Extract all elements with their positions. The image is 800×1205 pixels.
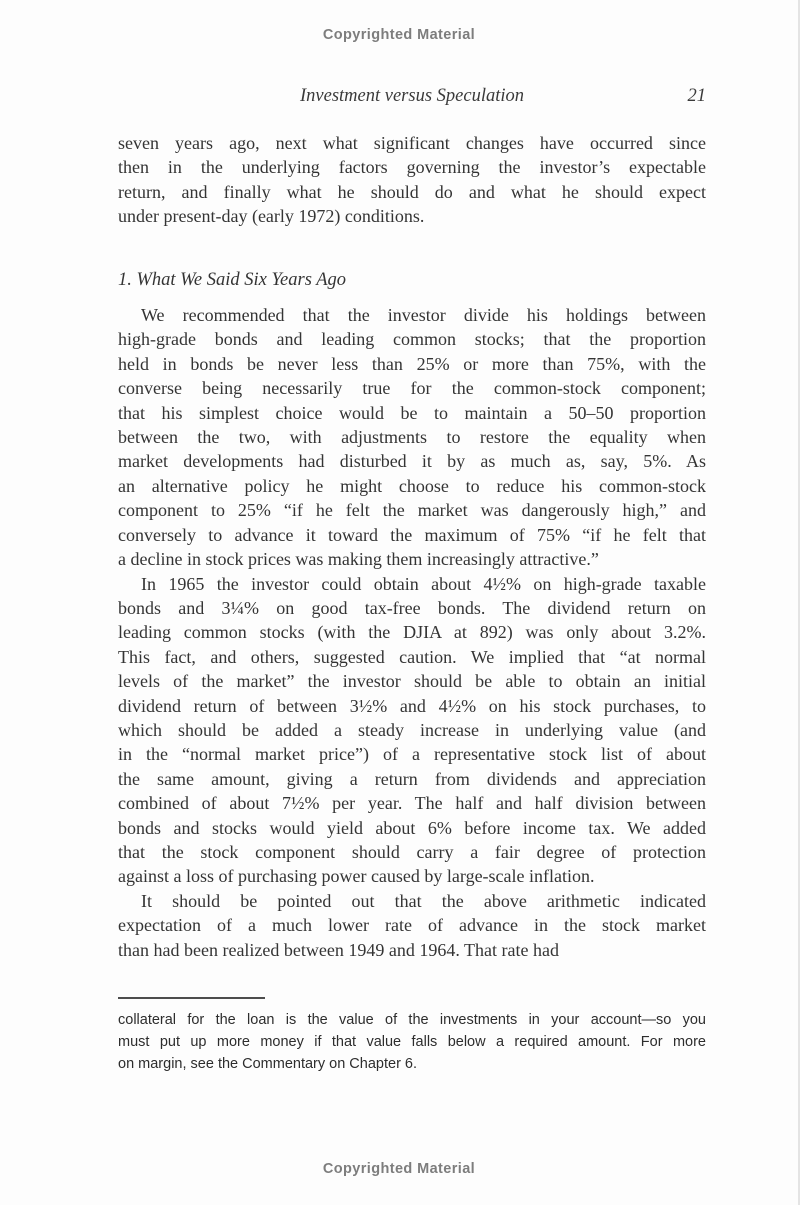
chapter-title: Investment versus Speculation (300, 86, 524, 106)
text-line: must put up more money if that value falls below a required amount. For more (118, 1033, 706, 1050)
footnote-rule (118, 997, 265, 999)
page-number: 21 (687, 86, 706, 106)
paragraph (118, 889, 706, 962)
text-line: component to 25% “if he felt the market was dangerously high,” and (118, 500, 706, 521)
text-line: We recommended that the investor divide his holdings between (141, 305, 706, 326)
text-line: against a loss of purchasing power caused by large-scale inflation. (118, 866, 595, 887)
text-line: then in the underlying factors governing the investor’s expectable (118, 157, 706, 178)
paragraph (118, 572, 706, 889)
body-blocks (118, 131, 706, 962)
text-line: a decline in stock prices was making them increasingly attractive.” (118, 549, 599, 570)
text-line: leading common stocks (with the DJIA at 892) was only about 3.2%. (118, 622, 706, 643)
text-line: In 1965 the investor could obtain about 4½% on high-grade taxable (141, 573, 706, 594)
text-line: held in bonds be never less than 25% or more than 75%, with the (118, 353, 706, 374)
text-line: on margin, see the Commentary on Chapter 6. (118, 1055, 418, 1072)
paragraph (118, 303, 706, 571)
text-line: converse being necessarily true for the common-stock component; (118, 378, 706, 399)
text-line: levels of the market” the investor should be able to obtain an initial (118, 671, 706, 692)
copyright-watermark-bottom: Copyrighted Material (322, 1161, 476, 1177)
text-line: which should be added a steady increase in underlying value (and (118, 719, 706, 740)
section-heading: 1. What We Said Six Years Ago (118, 269, 347, 290)
copyright-watermark-top: Copyrighted Material (322, 27, 476, 43)
text-line: conversely to advance it toward the maximum of 75% “if he felt that (118, 524, 706, 545)
text-line: It should be pointed out that the above arithmetic indicated (141, 890, 706, 911)
body-text (118, 131, 706, 1075)
text-line: that the stock component should carry a fair degree of protection (118, 841, 706, 862)
text-line: that his simplest choice would be to maintain a 50–50 proportion (118, 402, 706, 423)
text-line: seven years ago, next what significant changes have occurred since (118, 133, 706, 153)
text-line: under present-day (early 1972) conditions. (118, 206, 425, 227)
text-line: expectation of a much lower rate of advance in the stock market (118, 915, 706, 936)
text-line: than had been realized between 1949 and 1964. That rate had (118, 939, 559, 960)
text-line: return, and finally what he should do and what he should expect (118, 181, 706, 202)
text-line: bonds and stocks would yield about 6% before income tax. We added (118, 817, 706, 838)
text-line: high-grade bonds and leading common stocks; that the proportion (118, 329, 706, 350)
running-head (118, 84, 706, 108)
footnote (118, 997, 706, 1075)
text-line: market developments had disturbed it by as much as, say, 5%. As (118, 451, 706, 472)
text-line: combined of about 7½% per year. The half and half division between (118, 793, 706, 814)
text-line: dividend return of between 3½% and 4½% on his stock purchases, to (118, 695, 706, 716)
text-line: in the “normal market price”) of a representative stock list of about (118, 744, 706, 765)
text-line: the same amount, giving a return from dividends and appreciation (118, 768, 706, 789)
text-line: an alternative policy he might choose to reduce his common-stock (118, 475, 706, 496)
text-line: bonds and 3¼% on good tax-free bonds. The dividend return on (118, 597, 706, 618)
footnote-text (118, 1010, 706, 1075)
paragraph (118, 131, 706, 229)
text-line: between the two, with adjustments to restore the equality when (118, 427, 706, 448)
text-line: This fact, and others, suggested caution. We implied that “at normal (118, 646, 706, 667)
text-line: collateral for the loan is the value of the investments in your account—so you (118, 1012, 706, 1028)
